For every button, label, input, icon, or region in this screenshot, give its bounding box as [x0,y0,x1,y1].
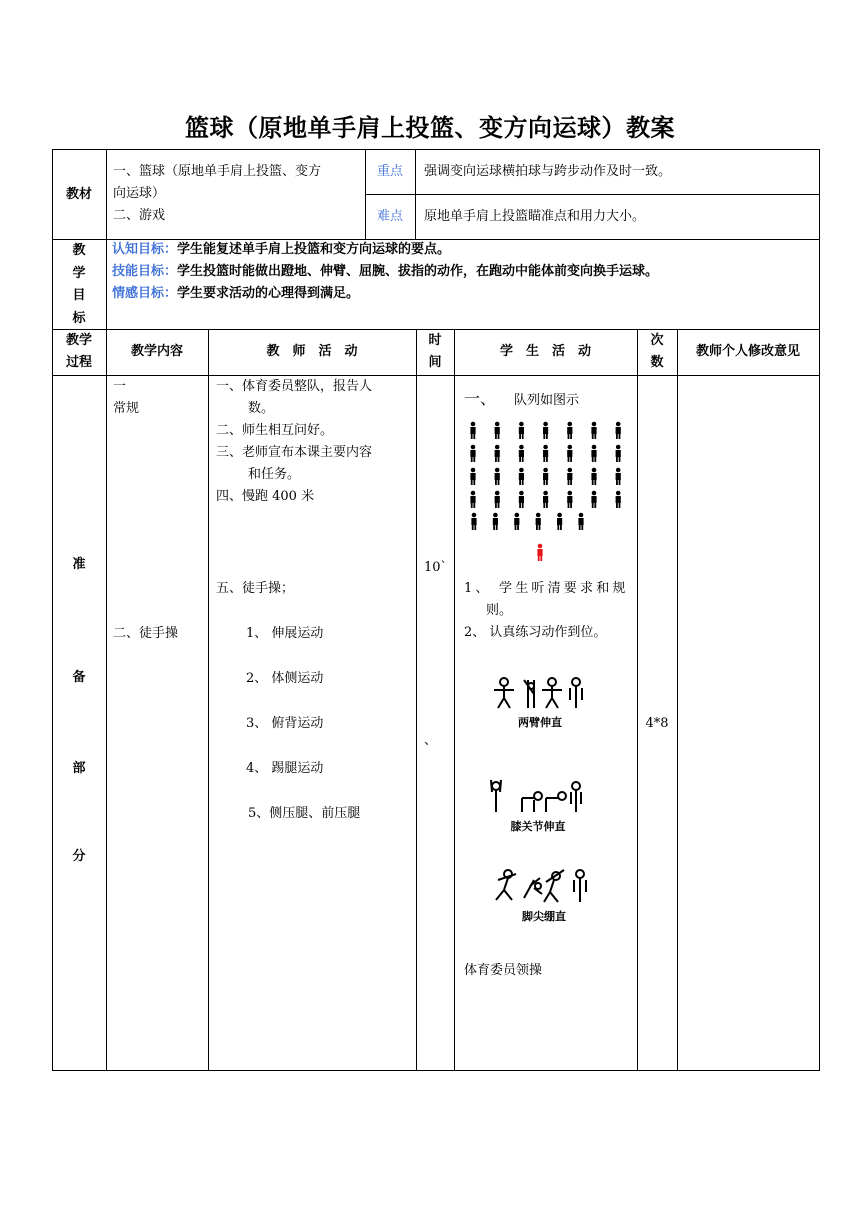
formation-diagram [462,420,634,572]
student-figure [591,422,596,439]
student-figure [591,468,596,485]
difficulty-label: 难点 [376,209,403,224]
goals-label: 教 学 目 标 [72,243,86,326]
difficulty-text: 原地单手肩上投篮瞄准点和用力大小。 [424,209,646,224]
header-content: 教学内容 [130,344,183,359]
exercise-3: 3、 俯背运动 [246,716,324,731]
student-figure [543,422,548,439]
goal-cognitive: 认知目标：学生能复述单手肩上投篮和变方向运球的要点。 [112,242,451,257]
student-figure [514,513,519,530]
teacher-calisthenics: 五、徒手操； [216,581,295,596]
key-point-label: 重点 [376,164,403,179]
student-figure [495,468,500,485]
page-title: 篮球（原地单手肩上投篮、变方向运球）教案 [185,114,675,142]
textbook-label: 教材 [65,187,92,202]
student-figure [519,491,524,508]
figure-toes-pointed: 脚尖绷直 [494,868,594,924]
header-process: 教学 过程 [65,333,92,370]
exercise-5: 5、侧压腿、前压腿 [248,806,361,821]
time-mark: 、 [424,733,438,748]
textbook-line-1: 一、篮球（原地单手肩上投篮、变方 [113,164,322,179]
student-figure [567,422,572,439]
student-figure [493,513,498,530]
student-figure [567,491,572,508]
phase-char-2: 备 [72,670,86,685]
count-value: 4*8 [645,716,669,731]
student-figure [470,491,475,508]
content-routine: 一 常规 [113,379,140,416]
student-footer: 体育委员领操 [464,963,543,978]
exercise-1: 1、 伸展运动 [246,626,324,641]
student-figure [519,468,524,485]
exercise-4: 4、 踢腿运动 [246,761,324,776]
header-student: 学 生 活 动 [499,344,591,359]
student-figure [567,468,572,485]
student-figure [557,513,562,530]
student-figure [616,422,621,439]
exercise-2: 2、 体侧运动 [246,671,324,686]
textbook-content [113,161,365,227]
header-count: 次 数 [650,333,664,370]
student-figure [470,468,475,485]
student-figure [495,445,500,462]
student-figure [543,468,548,485]
student-figure [536,513,541,530]
student-figure [591,491,596,508]
student-figure [616,445,621,462]
goal-affective: 情感目标：学生要求活动的心理得到满足。 [112,286,360,301]
key-point-text: 强调变向运球横拍球与跨步动作及时一致。 [424,164,672,179]
student-figure [567,445,572,462]
student-figure [616,468,621,485]
student-figure [471,513,476,530]
header-teacher: 教 师 活 动 [266,344,358,359]
figure-knees-straight: 膝关节伸直 [488,778,588,834]
student-figure [495,422,500,439]
phase-char-3: 部 [72,761,86,776]
goals-list [112,239,817,305]
goal-skill: 技能目标：学生投篮时能做出蹬地、伸臂、屈腕、拔指的动作，在跑动中能体前变向换手运球。 [112,264,659,279]
content-calisthenics: 二、徒手操 [113,626,179,641]
student-figure [591,445,596,462]
student-figure [578,513,583,530]
header-comments: 教师个人修改意见 [695,344,800,359]
student-figure [495,491,500,508]
student-figure [519,445,524,462]
student-figure [470,422,475,439]
textbook-line-3: 二、游戏 [113,208,166,223]
student-figure [519,422,524,439]
phase-char-4: 分 [72,849,86,864]
header-time: 时 间 [428,333,442,370]
student-heading: 一、 队列如图示 [464,389,580,408]
student-figure [470,445,475,462]
student-figure [543,491,548,508]
student-figure [543,445,548,462]
student-instructions: 1、 学生听清要求和规 则。 2、 认真练习动作到位。 [464,581,629,640]
leader-figure [537,544,542,561]
time-value: 10` [424,560,448,575]
figure-arms-straight: 两臂伸直 [490,676,590,730]
teacher-activities: 一、体育委员整队，报告人 数。 二、师生相互问好。 三、老师宣布本课主要内容 和任务。 四、慢跑 400 米 [216,379,373,504]
phase-char-1: 准 [72,557,86,572]
textbook-line-2: 向运球） [113,186,166,201]
student-figure [616,491,621,508]
